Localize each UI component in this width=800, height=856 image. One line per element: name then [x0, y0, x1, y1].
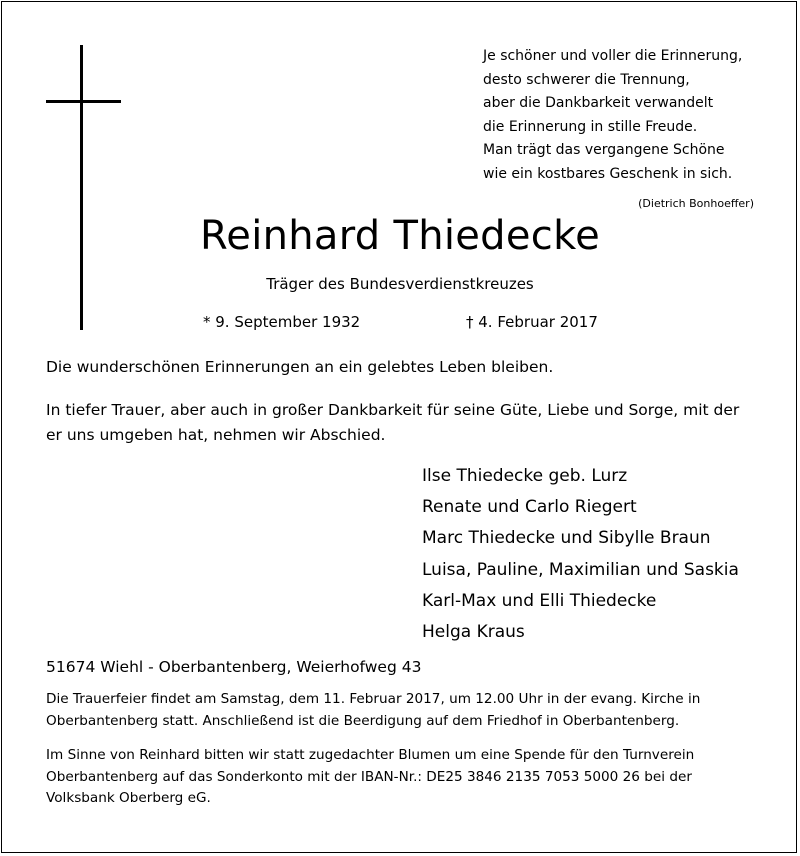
death-date: † 4. Februar 2017	[466, 313, 598, 331]
mourner-name: Renate und Carlo Riegert	[422, 497, 637, 518]
memory-text: Die wunderschönen Erinnerungen an ein gelebtes Leben bleiben.	[46, 358, 554, 376]
donation-info: Im Sinne von Reinhard bitten wir statt zugedachter Blumen um eine Spende für den Turnverein Oberbantenberg auf das Sonderkonto mit der IBAN-Nr.: DE25 3846 2135 7053 5000 26 bei der Volksbank Oberberg eG.	[46, 747, 695, 806]
deceased-honor: Träger des Bundesverdienstkreuzes	[266, 275, 534, 293]
grief-text: In tiefer Trauer, aber auch in großer Dankbarkeit für seine Güte, Liebe und Sorge, mit der er uns umgeben hat, nehmen wir Abschied.	[46, 401, 740, 444]
mourner-name: Marc Thiedecke und Sibylle Braun	[422, 528, 711, 549]
cross-horizontal-bar	[46, 100, 121, 103]
mourners-list	[422, 461, 739, 648]
funeral-info: Die Trauerfeier findet am Samstag, dem 11. Februar 2017, um 12.00 Uhr in der evang. Kirche in Oberbantenberg statt. Anschließend ist die Beerdigung auf dem Friedhof in Oberbantenberg.	[46, 691, 701, 729]
mourner-name: Karl-Max und Elli Thiedecke	[422, 590, 657, 611]
family-address: 51674 Wiehl - Oberbantenberg, Weierhofweg 43	[46, 658, 422, 676]
mourner-name: Luisa, Pauline, Maximilian und Saskia	[422, 559, 739, 580]
mourner-name: Helga Kraus	[422, 622, 525, 643]
poem-line: Man trägt das vergangene Schöne	[483, 142, 725, 158]
poem-author: (Dietrich Bonhoeffer)	[638, 197, 754, 210]
poem-line: wie ein kostbares Geschenk in sich.	[483, 165, 733, 182]
deceased-name: Reinhard Thiedecke	[199, 213, 601, 259]
poem-line: die Erinnerung in stille Freude.	[483, 118, 698, 135]
birth-date: * 9. September 1932	[203, 313, 361, 331]
poem	[483, 45, 742, 186]
mourner-name: Ilse Thiedecke geb. Lurz	[422, 466, 628, 486]
poem-line: aber die Dankbarkeit verwandelt	[483, 95, 714, 111]
poem-line: Je schöner und voller die Erinnerung,	[483, 48, 743, 64]
poem-line: desto schwerer die Trennung,	[483, 71, 690, 88]
